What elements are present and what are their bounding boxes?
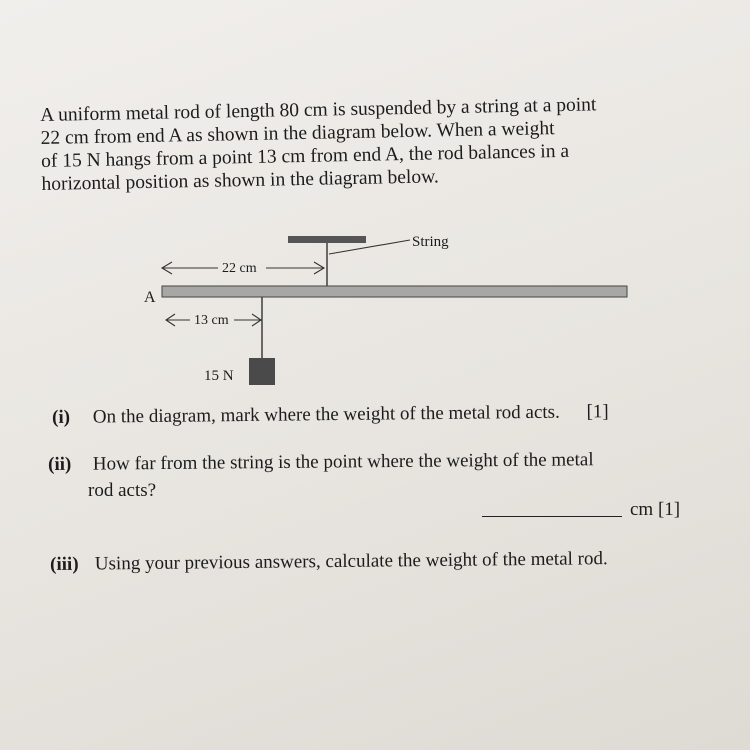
distance-13-label: 13 cm [194,313,229,328]
answer-line-ii[interactable] [482,516,622,517]
question-line-1: A uniform metal rod of length 80 cm is suspended by a string at a point [40,94,597,126]
part-iii-text: Using your previous answers, calculate the weight of the metal rod. [94,548,608,575]
part-i-marks: [1] [586,401,609,423]
part-ii-continued [88,479,156,503]
question-line-3: of 15 N hangs from a point 13 cm from end A, the rod balances in a [40,140,570,172]
part-ii-answer-unit [630,498,680,522]
string-label: String [412,234,449,250]
part-i-text: On the diagram, mark where the weight of the metal rod acts. [92,401,560,428]
part-ii-text-line2: rod acts? [88,480,157,501]
part-iii-number: (iii) [50,553,79,575]
hanging-weight [249,358,275,385]
end-a-label: A [144,289,156,306]
part-ii-unit: cm [630,499,654,520]
question-line-4: horizontal position as shown in the diagram below. [41,166,440,195]
part-ii-marks: [1] [657,499,681,520]
distance-22-label: 22 cm [222,261,257,276]
part-i-number: (i) [52,406,71,428]
metal-rod [162,286,627,297]
weight-label: 15 N [204,368,234,384]
part-ii-number: (ii) [48,453,72,475]
part-ii-text-line1: How far from the string is the point where the weight of the metal [92,449,594,475]
question-line-2: 22 cm from end A as shown in the diagram below. When a weight [40,118,555,149]
part-ii [48,448,594,477]
ceiling-support [288,236,366,243]
